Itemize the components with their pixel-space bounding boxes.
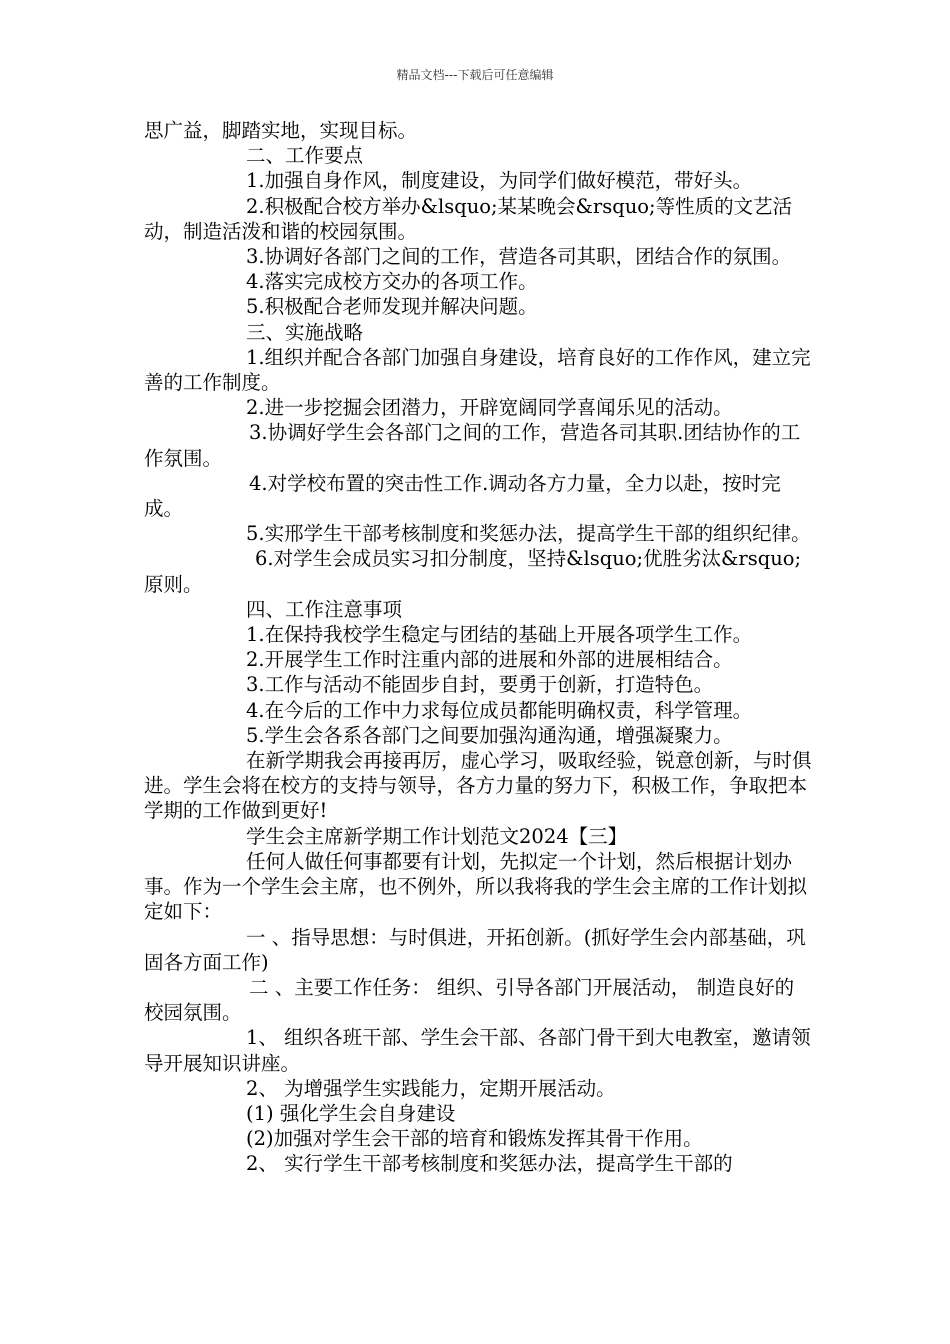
paragraph: 1、 组织各班干部、学生会干部、各部门骨干到大电教室，邀请领导开展知识讲座。	[144, 1026, 811, 1075]
paragraph: 3.协调好各部门之间的工作，营造各司其职，团结合作的氛围。	[246, 245, 792, 269]
paragraph: (1) 强化学生会自身建设	[246, 1101, 456, 1125]
paragraph: 在新学期我会再接再厉，虚心学习，吸取经验，锐意创新，与时俱进。学生会将在校方的支持与领导，各方力量的努力下，积极工作，争取把本学期的工作做到更好!	[144, 749, 812, 823]
article-title: 学生会主席新学期工作计划范文2024【三】	[246, 824, 628, 848]
paragraph: 4.对学校布置的突击性工作.调动各方力量，全力以赴，按时完成。	[144, 471, 781, 521]
paragraph: 任何人做任何事都要有计划，先拟定一个计划，然后根据计划办事。作为一个学生会主席，也不例外，所以我将我的学生会主席的工作计划拟定如下：	[144, 849, 808, 924]
paragraph: 一 、指导思想：与时俱进，开拓创新。(抓好学生会内部基础，巩固各方面工作)	[144, 925, 806, 974]
paragraph: 2.开展学生工作时注重内部的进展和外部的进展相结合。	[246, 648, 733, 672]
paragraph: 4.在今后的工作中力求每位成员都能明确权责，科学管理。	[246, 698, 753, 722]
paragraph: 2.进一步挖掘会团潜力，开辟宽阔同学喜闻乐见的活动。	[246, 396, 733, 420]
paragraph: 3.工作与活动不能固步自封，要勇于创新，打造特色。	[246, 673, 714, 697]
section-heading: 四、工作注意事项	[246, 597, 403, 621]
paragraph: 2、 实行学生干部考核制度和奖惩办法，提高学生干部的	[246, 1152, 733, 1176]
paragraph: 1.组织并配合各部门加强自身建设，培育良好的工作作风，建立完善的工作制度。	[144, 345, 811, 395]
paragraph: 二 、主要工作任务： 组织、引导各部门开展活动， 制造良好的校园氛围。	[144, 975, 795, 1025]
paragraph: 6.对学生会成员实习扣分制度，坚持&lsquo;优胜劣汰&rsquo;原则。	[144, 547, 802, 596]
paragraph: 思广益，脚踏实地，实现目标。	[144, 119, 418, 142]
section-heading: 三、实施战略	[246, 320, 364, 344]
paragraph: 5.实邢学生干部考核制度和奖惩办法，提高学生干部的组织纪律。	[246, 522, 811, 546]
paragraph: 1.加强自身作风，制度建设，为同学们做好模范，带好头。	[246, 169, 753, 193]
section-heading: 二、工作要点	[246, 144, 364, 168]
page-header: 精品文档---下载后可任意编辑	[396, 68, 554, 82]
paragraph: 1.在保持我校学生稳定与团结的基础上开展各项学生工作。	[246, 623, 753, 647]
paragraph: 5.学生会各系各部门之间要加强沟通沟通，增强凝聚力。	[246, 723, 733, 747]
paragraph: 4.落实完成校方交办的各项工作。	[246, 270, 538, 294]
document-body	[144, 118, 812, 1177]
paragraph: (2)加强对学生会干部的培育和锻炼发挥其骨干作用。	[246, 1127, 703, 1151]
paragraph: 3.协调好学生会各部门之间的工作，营造各司其职.团结协作的工作氛围。	[144, 421, 801, 470]
paragraph: 2、 为增强学生实践能力，定期开展活动。	[246, 1076, 616, 1100]
paragraph: 5.积极配合老师发现并解决问题。	[246, 295, 538, 319]
paragraph: 2.积极配合校方举办&lsquo;某某晚会&rsquo;等性质的文艺活动，制造活泼和谐的校园氛围。	[144, 194, 793, 243]
